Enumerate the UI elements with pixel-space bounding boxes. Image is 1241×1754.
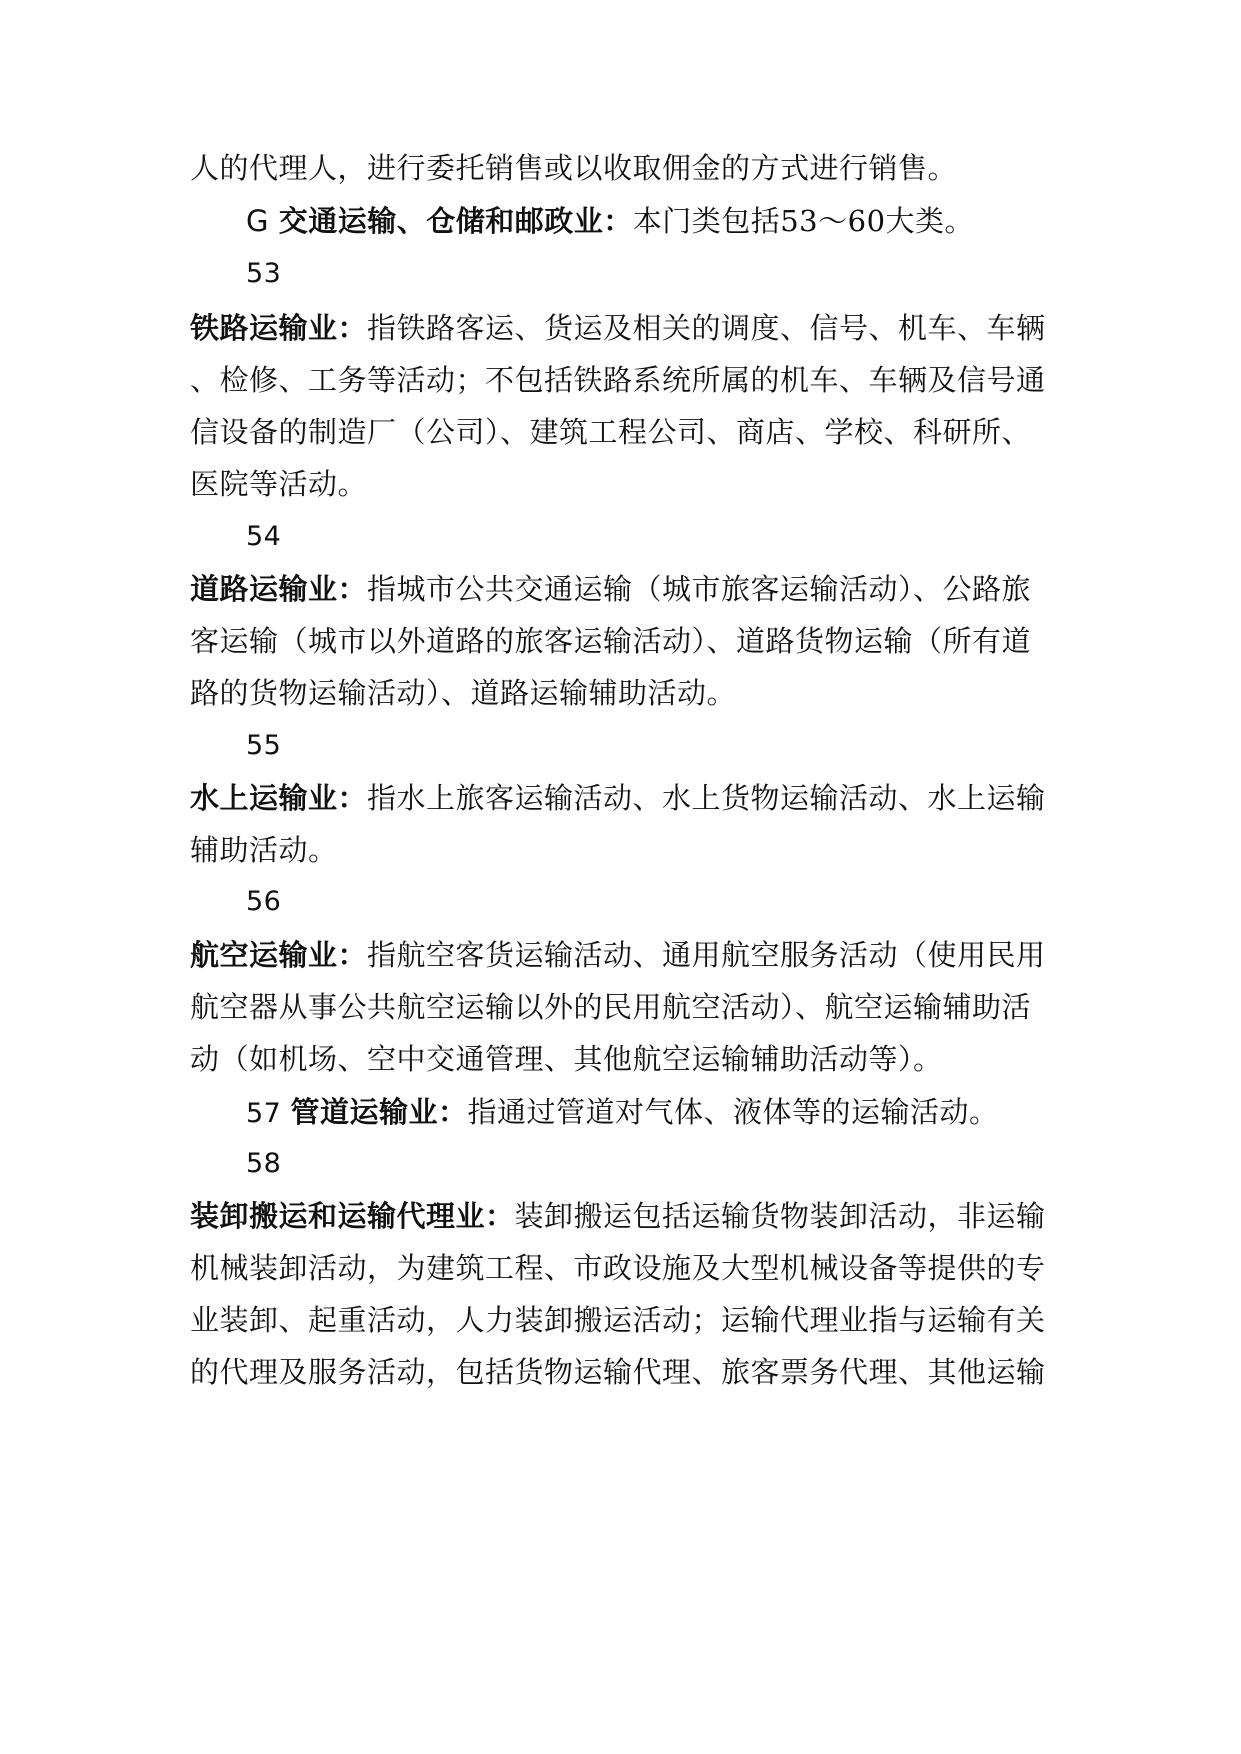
line-text: 医院等活动。 (190, 467, 368, 501)
category-letter: G (246, 204, 279, 238)
category-number-53: 53 (246, 258, 282, 289)
category-title: 管道运输业： (290, 1095, 468, 1129)
paragraph-line (190, 412, 1065, 452)
line-text: 指航空客货运输活动、通用航空服务活动（使用民用 (367, 938, 1046, 972)
paragraph-line (190, 148, 1065, 188)
line-text: 路的货物运输活动）、道路运输辅助活动。 (190, 676, 737, 710)
line-text: 的代理及服务活动，包括货物运输代理、旅客票务代理、其他运输 (190, 1355, 1046, 1389)
paragraph-line-57 (246, 1092, 1121, 1134)
line-text: 辅助活动。 (190, 833, 338, 867)
category-title: 道路运输业： (190, 572, 368, 606)
paragraph-line (190, 987, 1065, 1027)
category-number-56: 56 (246, 886, 282, 917)
line-text: 动（如机场、空中交通管理、其他航空运输辅助活动等）。 (190, 1042, 943, 1076)
paragraph-line (190, 1248, 1065, 1288)
line-text: 本门类包括53～60大类。 (632, 204, 975, 238)
category-number-58: 58 (246, 1148, 282, 1179)
line-text: 信设备的制造厂（公司）、建筑工程公司、商店、学校、科研所、 (190, 415, 1032, 449)
line-text: 指铁路客运、货运及相关的调度、信号、机车、车辆 (367, 311, 1046, 345)
paragraph-line (190, 935, 1065, 975)
line-text: 人的代理人，进行委托销售或以收取佣金的方式进行销售。 (190, 151, 958, 185)
category-title: 装卸搬运和运输代理业： (190, 1199, 515, 1233)
paragraph-line (190, 464, 1065, 504)
line-text: 指水上旅客运输活动、水上货物运输活动、水上运输 (367, 781, 1046, 815)
paragraph-line (190, 1039, 1065, 1079)
category-title: 水上运输业： (190, 781, 368, 815)
category-title: 交通运输、仓储和邮政业： (278, 204, 633, 238)
section-heading-g (246, 201, 1121, 241)
line-text: 机械装卸活动，为建筑工程、市政设施及大型机械设备等提供的专 (190, 1251, 1046, 1285)
paragraph-line (190, 1196, 1065, 1236)
line-text: 指城市公共交通运输（城市旅客运输活动）、公路旅 (367, 572, 1032, 606)
line-text: 航空器从事公共航空运输以外的民用航空活动）、航空运输辅助活 (190, 990, 1032, 1024)
line-text: 客运输（城市以外道路的旅客运输活动）、道路货物运输（所有道 (190, 624, 1032, 658)
line-text: 、检修、工务等活动；不包括铁路系统所属的机车、车辆及信号通 (190, 363, 1046, 397)
category-title: 航空运输业： (190, 938, 368, 972)
paragraph-line (190, 360, 1065, 400)
paragraph-line (190, 673, 1065, 713)
paragraph-line (190, 1300, 1065, 1340)
category-number-55: 55 (246, 730, 282, 761)
paragraph-line (190, 308, 1065, 348)
paragraph-line (190, 569, 1065, 609)
paragraph-line (190, 830, 1065, 870)
category-title: 铁路运输业： (190, 311, 368, 345)
category-number: 57 (246, 1098, 291, 1129)
line-text: 指通过管道对气体、液体等的运输活动。 (467, 1095, 999, 1129)
line-text: 装卸搬运包括运输货物装卸活动，非运输 (514, 1199, 1046, 1233)
paragraph-line (190, 621, 1065, 661)
line-text: 业装卸、起重活动，人力装卸搬运活动；运输代理业指与运输有关 (190, 1303, 1046, 1337)
paragraph-line (190, 778, 1065, 818)
paragraph-line (190, 1352, 1065, 1392)
category-number-54: 54 (246, 521, 282, 552)
